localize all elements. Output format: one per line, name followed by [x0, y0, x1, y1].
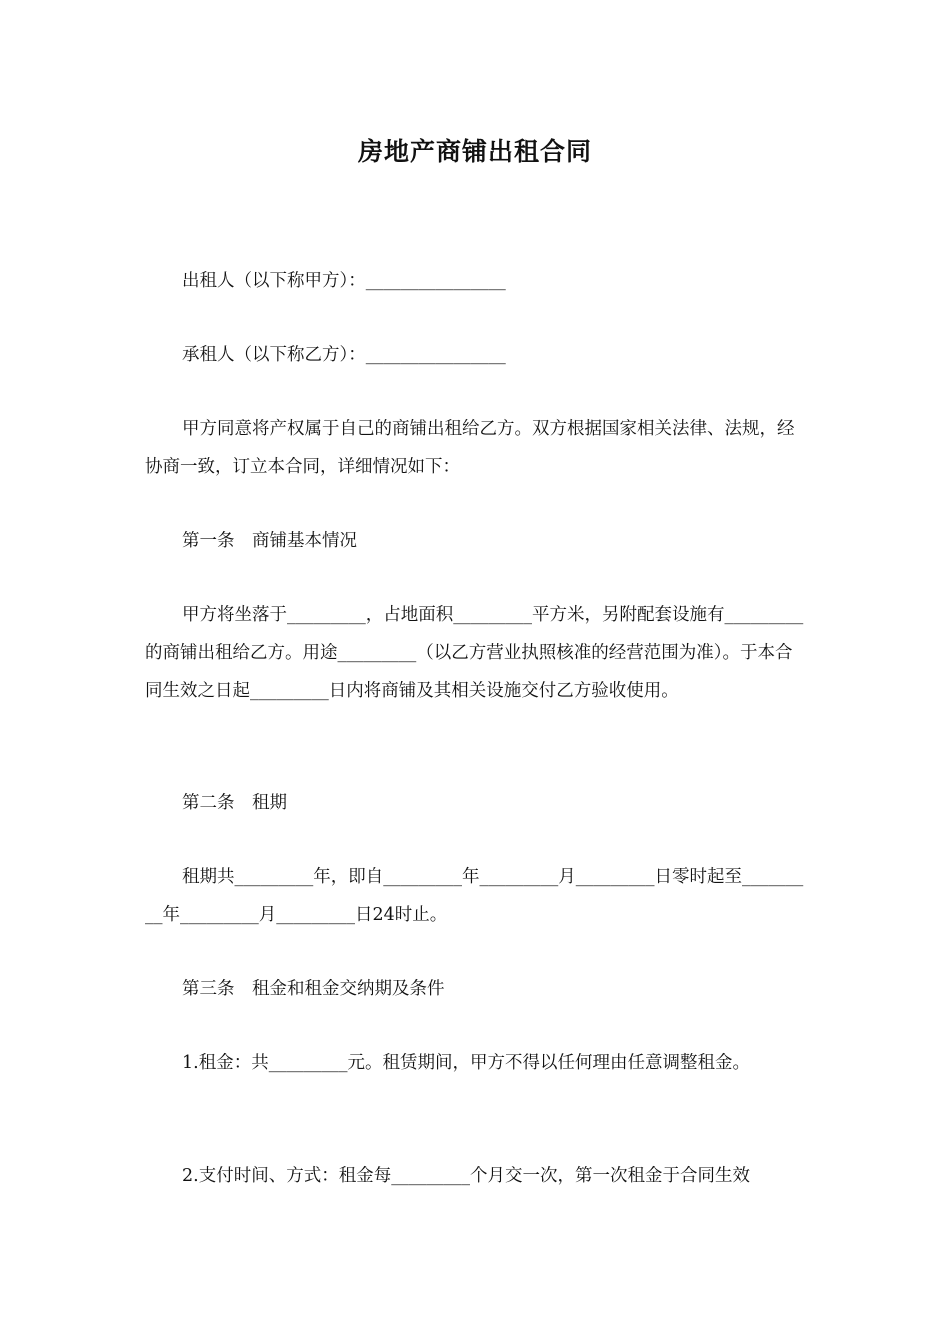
article2-heading: 第二条 租期 [182, 793, 287, 813]
article3-item1: 1.租金：共_________元。租赁期间，甲方不得以任何理由任意调整租金。 [182, 1053, 750, 1073]
article1-heading: 第一条 商铺基本情况 [182, 531, 357, 551]
document-title: 房地产商铺出租合同 [357, 137, 592, 166]
article3-heading: 第三条 租金和租金交纳期及条件 [182, 979, 445, 999]
article3-item2: 2.支付时间、方式：租金每_________个月交一次，第一次租金于合同生效 [182, 1166, 750, 1186]
lessor-line: 出租人（以下称甲方）：________________ [182, 271, 506, 291]
lessee-line: 承租人（以下称乙方）：________________ [182, 345, 506, 365]
article1-body: 甲方将坐落于_________，占地面积_________平方米，另附配套设施有_________的商铺出租给乙方。用途_________（以乙方营业执照核准的经营范围为准）。于本合同生效之日起_________日内将商铺及其相关设施交付乙方验收使用。 [145, 605, 804, 701]
article2-body: 租期共_________年，即自_________年_________月_________日零时起至_________年_________月_________日24时止。 [145, 867, 804, 925]
intro-paragraph: 甲方同意将产权属于自己的商铺出租给乙方。双方根据国家相关法律、法规，经协商一致，订立本合同，详细情况如下： [145, 419, 795, 477]
